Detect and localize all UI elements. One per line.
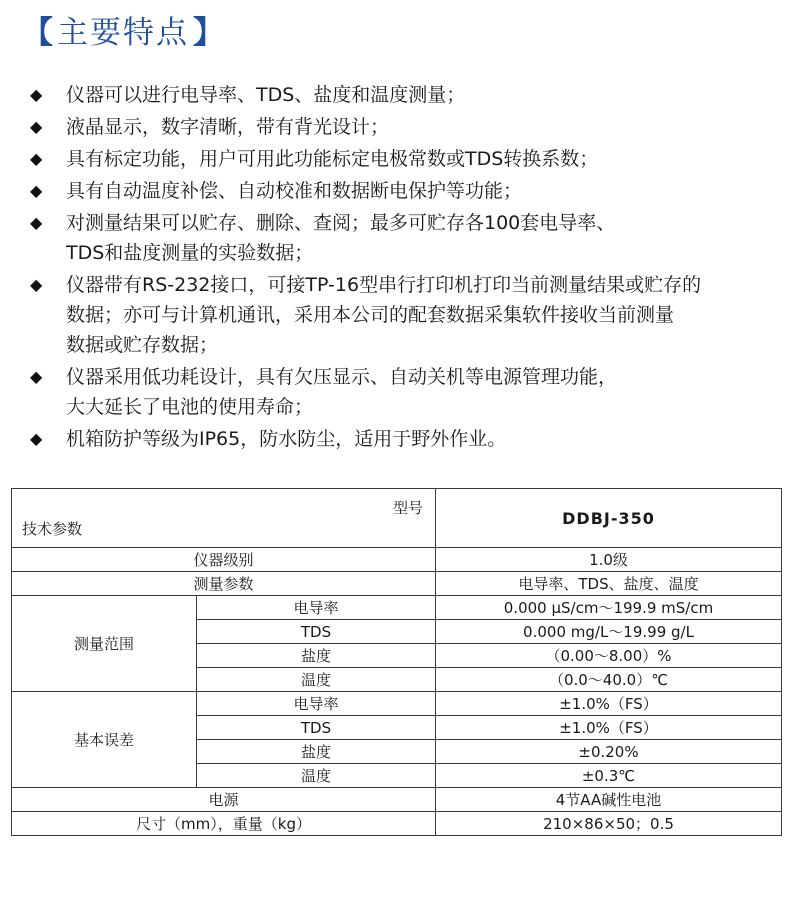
table-row bbox=[12, 596, 782, 620]
diamond-bullet-icon: ◆ bbox=[30, 149, 43, 168]
feature-item bbox=[30, 270, 770, 360]
table-header-cell bbox=[12, 489, 436, 548]
feature-item bbox=[30, 144, 770, 174]
range-value: （0.00～8.00）% bbox=[436, 644, 782, 668]
section-title bbox=[22, 10, 224, 56]
diamond-bullet-icon: ◆ bbox=[30, 85, 43, 104]
diamond-bullet-icon: ◆ bbox=[30, 181, 43, 200]
feature-text: 仪器带有RS-232接口，可接TP-16型串行打印机打印当前测量结果或贮存的 bbox=[66, 274, 702, 296]
error-name: 电导率 bbox=[197, 692, 436, 716]
diamond-bullet-icon: ◆ bbox=[30, 275, 43, 294]
spec-table bbox=[11, 488, 782, 836]
size-label: 尺寸（mm），重量（kg） bbox=[12, 812, 436, 836]
grade-value: 1.0级 bbox=[436, 548, 782, 572]
params-label: 测量参数 bbox=[12, 572, 436, 596]
feature-text: 数据；亦可与计算机通讯，采用本公司的配套数据采集软件接收当前测量 bbox=[66, 304, 675, 326]
diamond-bullet-icon: ◆ bbox=[30, 429, 43, 448]
error-value: ±1.0%（FS） bbox=[436, 716, 782, 740]
feature-text: 具有自动温度补偿、自动校准和数据断电保护等功能； bbox=[66, 180, 523, 202]
feature-text: 仪器采用低功耗设计，具有欠压显示、自动关机等电源管理功能， bbox=[66, 366, 618, 388]
error-value: ±1.0%（FS） bbox=[436, 692, 782, 716]
range-name: TDS bbox=[197, 620, 436, 644]
table-row bbox=[12, 788, 782, 812]
range-value: （0.0～40.0）℃ bbox=[436, 668, 782, 692]
params-value: 电导率、TDS、盐度、温度 bbox=[436, 572, 782, 596]
error-label: 基本误差 bbox=[12, 692, 197, 788]
model-name: DDBJ-350 bbox=[436, 489, 782, 548]
error-name: TDS bbox=[197, 716, 436, 740]
range-label: 测量范围 bbox=[12, 596, 197, 692]
table-row bbox=[12, 812, 782, 836]
feature-text: 具有标定功能，用户可用此功能标定电极常数或TDS转换系数； bbox=[66, 148, 599, 170]
header-param-label: 技术参数 bbox=[22, 520, 83, 538]
diamond-bullet-icon: ◆ bbox=[30, 117, 43, 136]
size-value: 210×86×50；0.5 bbox=[436, 812, 782, 836]
feature-list bbox=[30, 80, 770, 456]
feature-item bbox=[30, 176, 770, 206]
range-name: 盐度 bbox=[197, 644, 436, 668]
table-row bbox=[12, 692, 782, 716]
title-bracket-left: 【 bbox=[22, 15, 53, 51]
feature-text: 大大延长了电池的使用寿命； bbox=[66, 396, 314, 418]
feature-item bbox=[30, 424, 770, 454]
error-value: ±0.20% bbox=[436, 740, 782, 764]
feature-text: 机箱防护等级为IP65，防水防尘，适用于野外作业。 bbox=[66, 428, 507, 450]
feature-text: 数据或贮存数据； bbox=[66, 334, 219, 356]
diamond-bullet-icon: ◆ bbox=[30, 213, 43, 232]
table-row bbox=[12, 572, 782, 596]
title-text: 主要特点 bbox=[57, 15, 189, 51]
header-type-label: 型号 bbox=[392, 499, 423, 517]
feature-text: 仪器可以进行电导率、TDS、盐度和温度测量； bbox=[66, 84, 466, 106]
range-name: 温度 bbox=[197, 668, 436, 692]
feature-text: TDS和盐度测量的实验数据； bbox=[66, 242, 314, 264]
range-name: 电导率 bbox=[197, 596, 436, 620]
feature-item bbox=[30, 80, 770, 110]
feature-item bbox=[30, 362, 770, 422]
feature-text: 液晶显示，数字清晰，带有背光设计； bbox=[66, 116, 390, 138]
feature-text: 对测量结果可以贮存、删除、查阅；最多可贮存各100套电导率、 bbox=[66, 212, 616, 234]
feature-item bbox=[30, 112, 770, 142]
title-bracket-right: 】 bbox=[193, 15, 224, 51]
error-name: 温度 bbox=[197, 764, 436, 788]
power-label: 电源 bbox=[12, 788, 436, 812]
feature-item bbox=[30, 208, 770, 268]
table-header-row bbox=[12, 489, 782, 548]
power-value: 4节AA碱性电池 bbox=[436, 788, 782, 812]
range-value: 0.000 mg/L～19.99 g/L bbox=[436, 620, 782, 644]
table-row bbox=[12, 548, 782, 572]
error-name: 盐度 bbox=[197, 740, 436, 764]
error-value: ±0.3℃ bbox=[436, 764, 782, 788]
grade-label: 仪器级别 bbox=[12, 548, 436, 572]
diamond-bullet-icon: ◆ bbox=[30, 367, 43, 386]
range-value: 0.000 μS/cm～199.9 mS/cm bbox=[436, 596, 782, 620]
